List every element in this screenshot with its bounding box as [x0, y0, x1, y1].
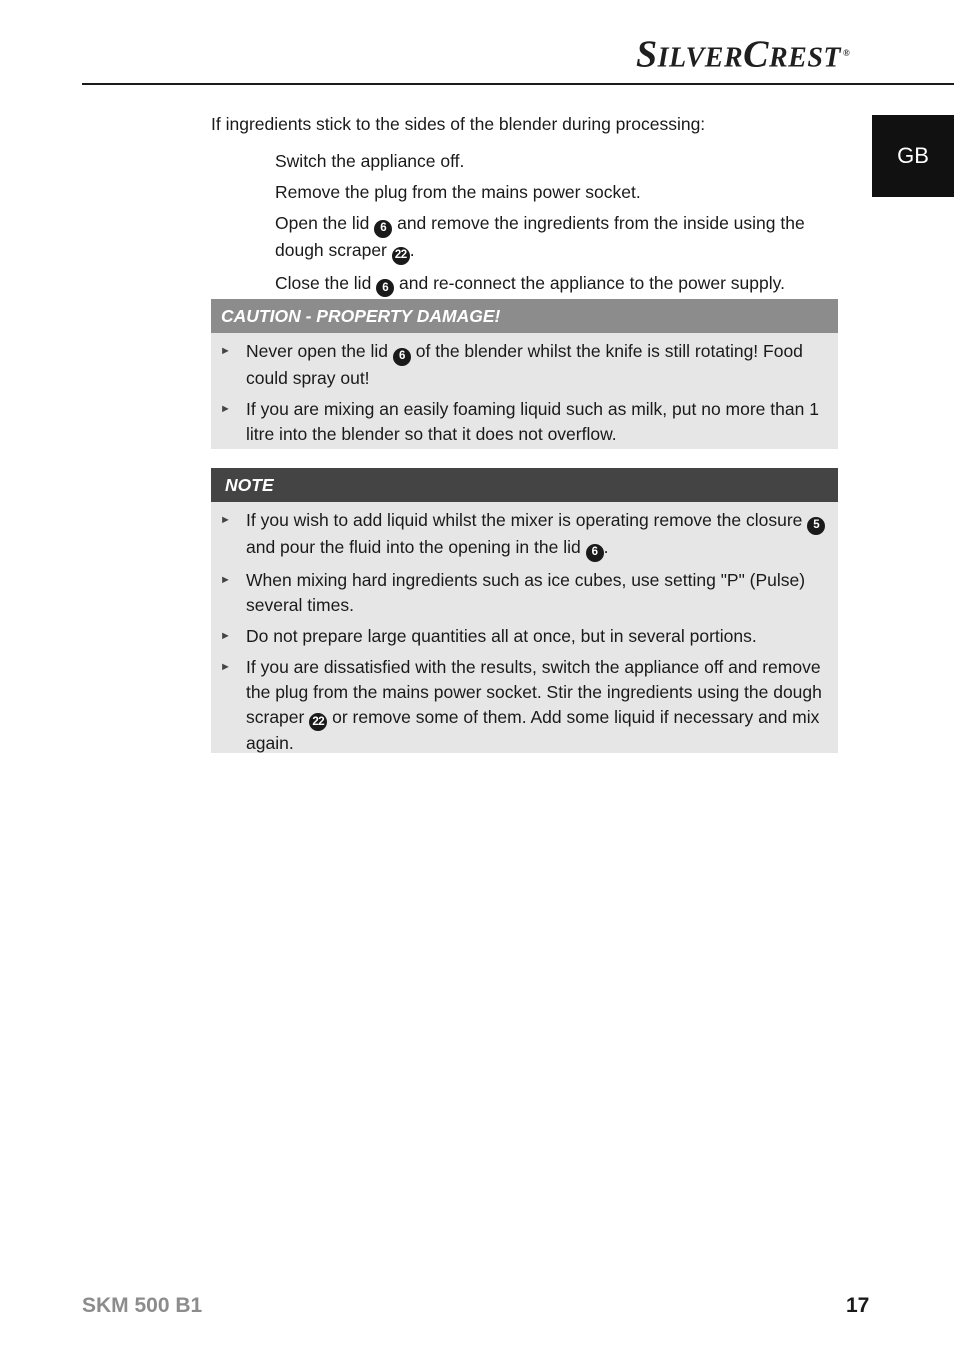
part-number-badge: 6	[393, 348, 411, 366]
arrow-bullet-icon: ►	[220, 402, 231, 415]
part-number-badge: 22	[309, 713, 327, 731]
part-number-badge: 5	[807, 517, 825, 535]
step-item: Close the lid 6 and re-connect the appliance to the power supply.	[275, 271, 838, 298]
main-content	[211, 112, 838, 303]
caution-box	[211, 299, 838, 449]
arrow-bullet-icon: ►	[220, 514, 231, 526]
step-item: Open the lid 6 and remove the ingredients from the inside using the dough scraper 22 .	[275, 211, 838, 265]
list-item: ► If you wish to add liquid whilst the mixer is operating remove the closure 5 and pour the fluid into the opening in the lid 6 .	[220, 508, 828, 562]
part-number-badge: 22	[392, 247, 410, 265]
footer-model: SKM 500 B1	[82, 1294, 203, 1317]
header-rule	[82, 83, 954, 85]
list-item: ► When mixing hard ingredients such as ice cubes, use setting "P" (Pulse) several times.	[220, 568, 828, 618]
caution-title: CAUTION - PROPERTY DAMAGE!	[211, 299, 838, 333]
step-item: Switch the appliance off.	[275, 151, 465, 171]
note-title: NOTE	[211, 468, 838, 502]
language-tab: GB	[872, 115, 954, 197]
list-item: ► If you are dissatisfied with the results, switch the appliance off and remove the plug from the mains power socket. Stir the ingredients using the dough scraper 22 or remove some of them. Add some liquid if necessary and mix again.	[220, 655, 828, 757]
intro-text: If ingredients stick to the sides of the blender during processing:	[211, 114, 706, 134]
list-item: ► Never open the lid 6 of the blender whilst the knife is still rotating! Food could spray out!	[220, 339, 828, 391]
arrow-bullet-icon: ►	[220, 629, 231, 642]
arrow-bullet-icon: ►	[220, 660, 231, 673]
part-number-badge: 6	[586, 544, 604, 562]
note-box	[211, 468, 838, 753]
part-number-badge: 6	[376, 279, 394, 297]
arrow-bullet-icon: ►	[220, 573, 231, 586]
brand-logo: SILVERCREST ®	[636, 33, 851, 76]
arrow-bullet-icon: ►	[220, 345, 231, 357]
page-number: 17	[846, 1294, 870, 1317]
list-item: ► Do not prepare large quantities all at once, but in several portions.	[220, 624, 828, 649]
part-number-badge: 6	[374, 220, 392, 238]
step-item: Remove the plug from the mains power socket.	[275, 182, 641, 202]
list-item: ► If you are mixing an easily foaming liquid such as milk, put no more than 1 litre into the blender so that it does not overflow.	[220, 397, 828, 447]
